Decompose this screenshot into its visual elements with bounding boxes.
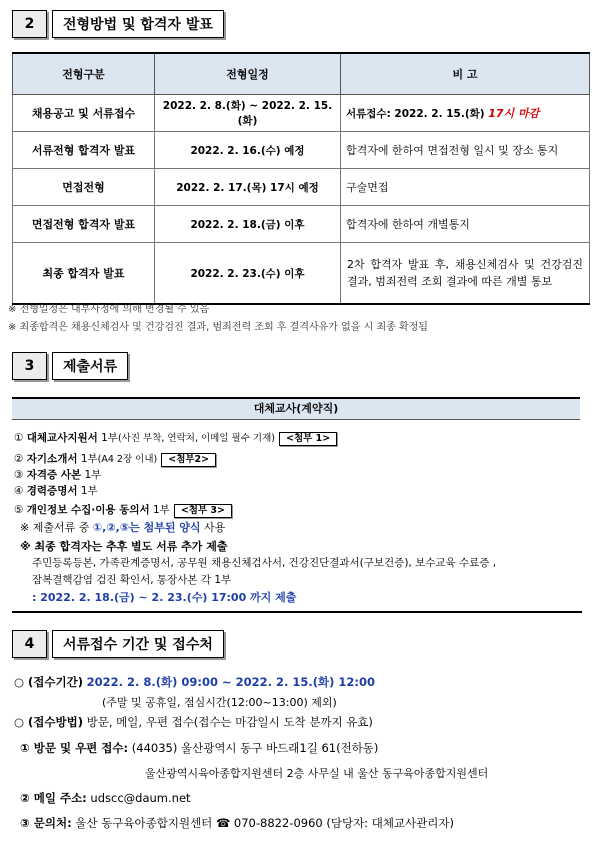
contact-value: 울산 동구육아종합지원센터 ☎ 070-8822-0960 (담당자: 대체교사관리자) (71, 816, 454, 830)
mail-label: ② 메일 주소: (20, 791, 87, 805)
form-note-suffix: 사용 (200, 521, 226, 534)
method-line (14, 714, 373, 730)
doc-item (14, 467, 101, 482)
row-note: 2차 합격자 발표 후, 채용신체검사 및 건강검진 결과, 범죄전력 조회 결과에 따른 개별 통보 (341, 243, 590, 305)
row-date: 2022. 2. 16.(수) 예정 (155, 132, 341, 169)
table-row (13, 95, 590, 132)
section3-title: 제출서류 (52, 352, 128, 380)
row-date: 2022. 2. 23.(수) 이후 (155, 243, 341, 305)
row-date: 2022. 2. 18.(금) 이후 (155, 206, 341, 243)
footnote: ※ 전형일정은 내부사정에 의해 변경될 수 있음 (8, 304, 210, 315)
doc-detail: 1부 (77, 485, 98, 497)
contact-line (20, 815, 454, 831)
deadline-highlight: 17시 마감 (488, 107, 540, 120)
doc-item (14, 502, 232, 518)
contact-label: ③ 문의처: (20, 816, 72, 830)
row-note: 합격자에 한하여 면접전형 일시 및 장소 통지 (341, 132, 590, 169)
doc-item (14, 430, 337, 446)
row-date: 2022. 2. 17.(목) 17시 예정 (155, 169, 341, 206)
doc-num: ⑤ (14, 504, 24, 516)
position-band: 대체교사(계약직) (12, 397, 580, 420)
method-label: ○ (접수방법) (14, 715, 83, 729)
table-row (13, 169, 590, 206)
section3-header (12, 352, 128, 380)
doc-name: 자격증 사본 (26, 469, 82, 481)
row-note: 구술면접 (341, 169, 590, 206)
doc-num: ④ (14, 485, 24, 497)
attachment-badge: <첨부2> (161, 453, 216, 467)
schedule-header-row (13, 53, 590, 95)
table-row (13, 132, 590, 169)
header-schedule: 전형일정 (155, 53, 341, 95)
attachment-badge: <첨부 3> (174, 504, 232, 518)
visit-sub: 울산광역시육아종합지원센터 2층 사무실 내 울산 동구육아종합지원센터 (145, 767, 489, 780)
row-date: 2022. 2. 8.(화) ~ 2022. 2. 15.(화) (155, 95, 341, 132)
doc-num: ③ (14, 469, 24, 481)
visit-line (20, 740, 378, 756)
visit-value: (44035) 울산광역시 동구 바드래1길 61(전하동) (128, 741, 379, 755)
row-label: 면접전형 합격자 발표 (13, 206, 155, 243)
doc-name: 경력증명서 (26, 485, 78, 497)
footnote: ※ 최종합격은 채용신체검사 및 건강검진 결과, 범죄전력 조회 후 결격사유가 없을 시 최종 확정됨 (8, 322, 428, 333)
section4-header (12, 630, 224, 658)
method-value: 방문, 메일, 우편 접수(접수는 마감일시 도착 분까지 유효) (83, 715, 373, 729)
section2-header (12, 10, 224, 38)
schedule-table (12, 52, 590, 305)
doc-item (14, 451, 216, 467)
header-type: 전형구분 (13, 53, 155, 95)
final-docs-list: 주민등록등본, 가족관계증명서, 공무원 채용신체검사서, 건강진단결과서(구보건증), 보수교육 수료증 , (32, 557, 497, 569)
period-line (14, 674, 375, 690)
final-docs-deadline: : 2022. 2. 18.(금) ~ 2. 23.(수) 17:00 까지 제출 (32, 591, 297, 604)
header-note: 비 고 (341, 53, 590, 95)
final-docs-list: 잠복결핵감염 검진 확인서, 통장사본 각 1부 (32, 574, 232, 586)
doc-num: ② (14, 453, 24, 465)
row-note (341, 95, 590, 132)
doc-detail: 1부 (81, 469, 102, 481)
mail-value[interactable]: udscc@daum.net (86, 791, 191, 805)
form-note-bold: ①,②,⑤는 첨부된 양식 (92, 521, 201, 534)
section3-divider (12, 611, 582, 613)
doc-item (14, 483, 98, 498)
form-note-prefix: ※ 제출서류 중 (20, 521, 93, 534)
doc-name: 자기소개서 (26, 453, 78, 465)
row-label: 면접전형 (13, 169, 155, 206)
table-row (13, 206, 590, 243)
final-docs-note: ※ 최종 합격자는 추후 별도 서류 추가 제출 (20, 540, 228, 553)
attachment-badge: <첨부 1> (279, 432, 337, 446)
period-value: 2022. 2. 8.(화) 09:00 ~ 2022. 2. 15.(화) 12:00 (86, 675, 376, 689)
doc-detail: 1부 (149, 504, 170, 516)
row-label: 채용공고 및 서류접수 (13, 95, 155, 132)
section2-title: 전형방법 및 합격자 발표 (52, 10, 224, 38)
row-label: 최종 합격자 발표 (13, 243, 155, 305)
mail-line (20, 790, 191, 806)
row-note-text: 서류접수: 2022. 2. 15.(화) (346, 108, 489, 120)
section2-number: 2 (12, 10, 47, 38)
section4-number: 4 (12, 630, 47, 658)
doc-name: 대체교사지원서 (26, 432, 98, 444)
period-sub: (주말 및 공휴일, 점심시간(12:00~13:00) 제외) (102, 696, 337, 709)
section3-number: 3 (12, 352, 47, 380)
row-label: 서류전형 합격자 발표 (13, 132, 155, 169)
form-note (20, 519, 225, 535)
doc-small: (사진 부착, 연락처, 이메일 필수 기재) (117, 433, 275, 444)
period-label: ○ (접수기간) (14, 675, 83, 689)
doc-small: (A4 2장 이내) (97, 454, 158, 465)
visit-label: ① 방문 및 우편 접수: (20, 741, 129, 755)
doc-num: ① (14, 432, 24, 444)
doc-detail: 1부 (97, 432, 118, 444)
section4-title: 서류접수 기간 및 접수처 (52, 630, 224, 658)
doc-detail: 1부 (77, 453, 98, 465)
doc-name: 개인정보 수집·이용 동의서 (26, 504, 150, 516)
row-note: 합격자에 한하여 개별통지 (341, 206, 590, 243)
table-row (13, 243, 590, 305)
